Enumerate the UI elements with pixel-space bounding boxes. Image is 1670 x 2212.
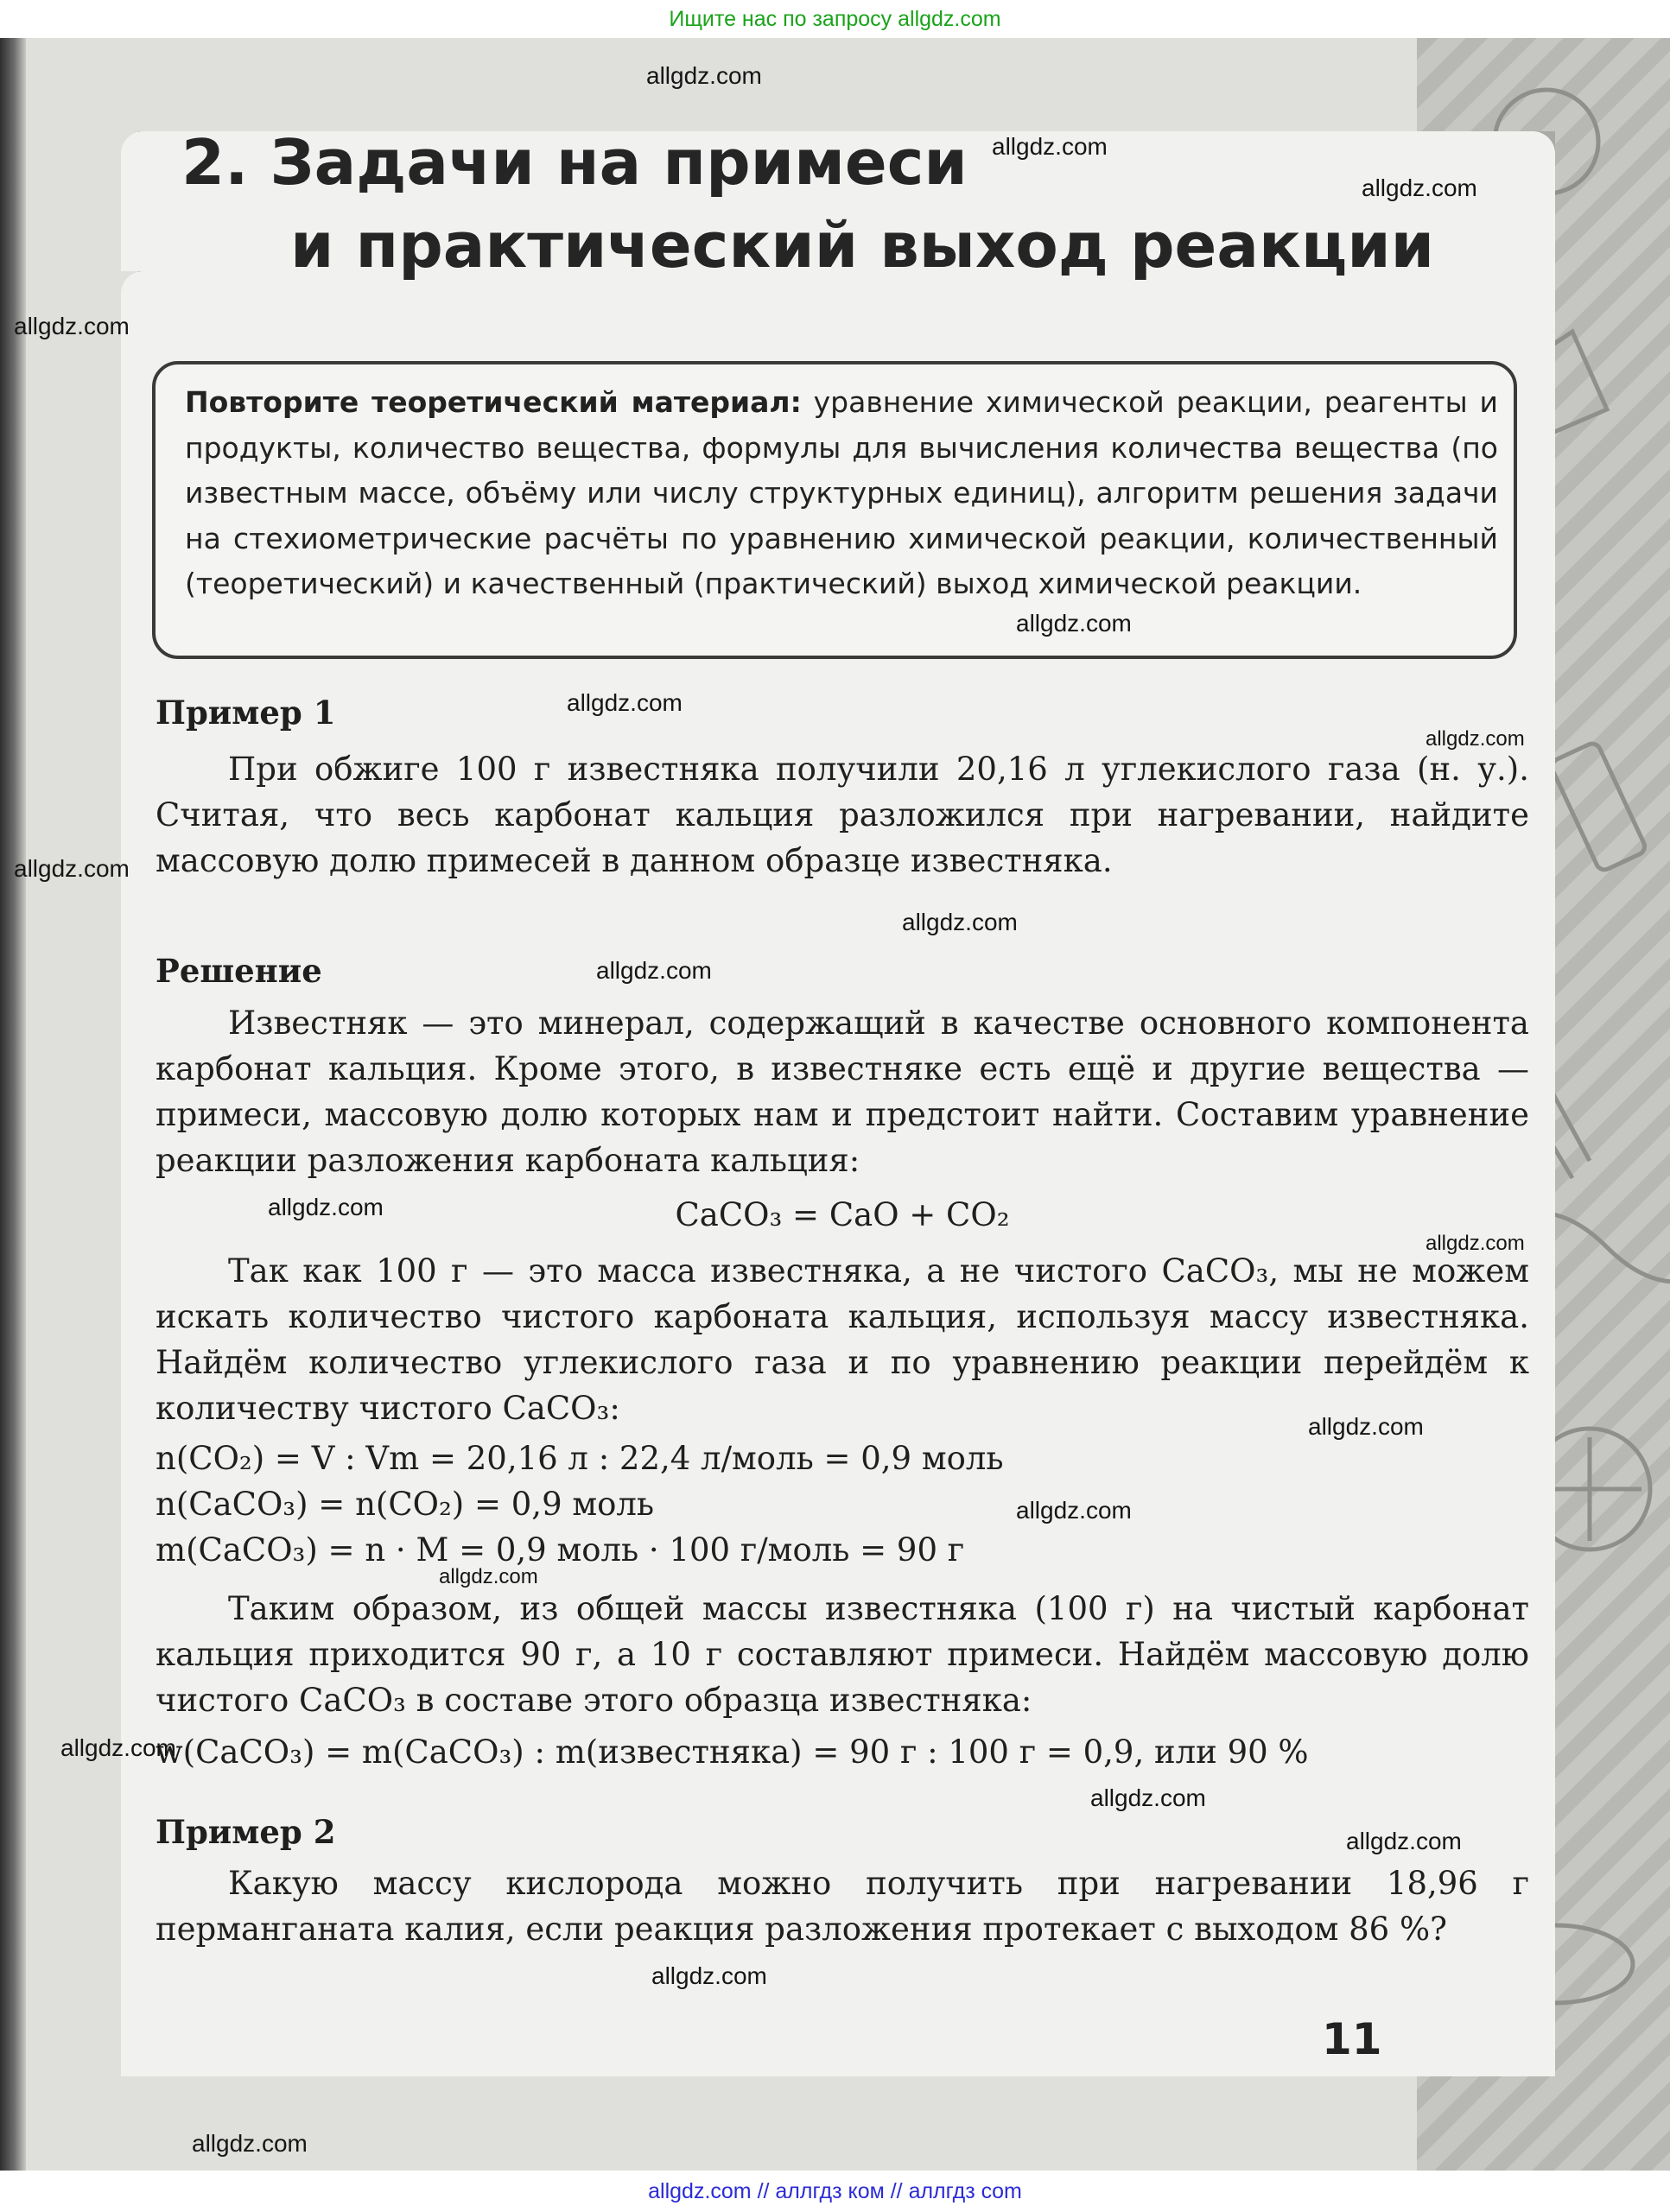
watermark: allgdz.com xyxy=(1016,610,1132,637)
calc-moles-caco3: n(CaCO₃) = n(CO₂) = 0,9 моль xyxy=(156,1486,655,1523)
watermark: allgdz.com xyxy=(1346,1828,1462,1854)
example-2-heading: Пример 2 xyxy=(156,1813,336,1851)
example-1-heading: Пример 1 xyxy=(156,694,336,732)
watermark: allgdz.com xyxy=(1090,1784,1206,1811)
watermark: allgdz.com xyxy=(596,957,712,984)
watermark: allgdz.com xyxy=(268,1194,384,1220)
calc-moles-co2: n(CO₂) = V : Vm = 20,16 л : 22,4 л/моль = 0,9 моль xyxy=(156,1440,1004,1477)
watermark: allgdz.com xyxy=(192,2130,308,2157)
solution-heading: Решение xyxy=(156,952,322,990)
example-1-problem: При обжиге 100 г известняка получили 20,16 л углекислого газа (н. у.). Считая, что весь карбонат кальция разложился при нагревании, найдите массовую долю примесей в данном образце известняка. xyxy=(156,751,1529,879)
title-line-1: 2. Задачи на примеси xyxy=(181,126,968,199)
watermark: allgdz.com xyxy=(1308,1413,1424,1440)
solution-paragraph-1: Известняк — это минерал, содержащий в качестве основного компонента карбонат кальция. Кроме этого, в известняке есть ещё и другие вещества — примеси, массовую долю которых нам и предстоит найти. Составим уравнение реакции разложения карбоната кальция: xyxy=(156,1005,1529,1179)
page-number: 11 xyxy=(1322,2014,1382,2064)
watermark: allgdz.com xyxy=(14,313,130,339)
watermark: allgdz.com xyxy=(1362,174,1477,201)
page-title xyxy=(181,121,1434,287)
calc-mass-caco3: m(CaCO₃) = n · M = 0,9 моль · 100 г/моль = 90 г xyxy=(156,1531,965,1569)
watermark: allgdz.com xyxy=(1426,1232,1525,1255)
solution-paragraph-2: Так как 100 г — это масса известняка, а не чистого CaCO₃, мы не можем искать количество чистого карбоната кальция, используя массу известняка. Найдём количество углекислого газа и по уравнению реакции перейдём к количеству чистого CaCO₃: xyxy=(156,1252,1529,1427)
solution-paragraph-3: Таким образом, из общей массы известняка (100 г) на чистый карбонат кальция приходится 90 г, а 10 г составляют примеси. Найдём массовую долю чистого CaCO₃ в составе этого образца известняка: xyxy=(156,1590,1529,1719)
title-line-2: и практический выход реакции xyxy=(290,209,1435,282)
bottom-banner[interactable]: allgdz.com // аллгдз ком // аллгдз com xyxy=(648,2179,1022,2203)
watermark: allgdz.com xyxy=(902,909,1018,935)
watermark: allgdz.com xyxy=(14,855,130,882)
calc-mass-fraction: w(CaCO₃) = m(CaCO₃) : m(известняка) = 90 г : 100 г = 0,9, или 90 % xyxy=(156,1733,1309,1771)
reaction-equation: CaCO₃ = CaO + CO₂ xyxy=(675,1196,1010,1233)
review-text xyxy=(185,380,1498,607)
book-spine-shadow xyxy=(0,38,26,2171)
watermark: allgdz.com xyxy=(1426,727,1525,751)
top-banner[interactable]: Ищите нас по запросу allgdz.com xyxy=(669,7,1001,31)
watermark: allgdz.com xyxy=(567,689,683,716)
watermark: allgdz.com xyxy=(651,1962,767,1989)
watermark: allgdz.com xyxy=(992,133,1108,160)
watermark: allgdz.com xyxy=(439,1565,538,1588)
example-2-problem: Какую массу кислорода можно получить при нагревании 18,96 г перманганата калия, если реакция разложения протекает с выходом 86 %? xyxy=(156,1865,1529,1948)
watermark: allgdz.com xyxy=(646,62,762,89)
review-label: Повторите теоретический материал: xyxy=(185,385,802,419)
watermark: allgdz.com xyxy=(60,1734,176,1761)
watermark: allgdz.com xyxy=(1016,1497,1132,1524)
review-body: уравнение химической реакции, реагенты и продукты, количество вещества, формулы для вычисления количества вещества (по известным массе, объёму или числу структурных единиц), алгоритм решения задачи на стехиометрические расчёты по уравнению химической реакции, количественный (теоретический) и качественный (практический) выход химической реакции. xyxy=(185,385,1498,600)
